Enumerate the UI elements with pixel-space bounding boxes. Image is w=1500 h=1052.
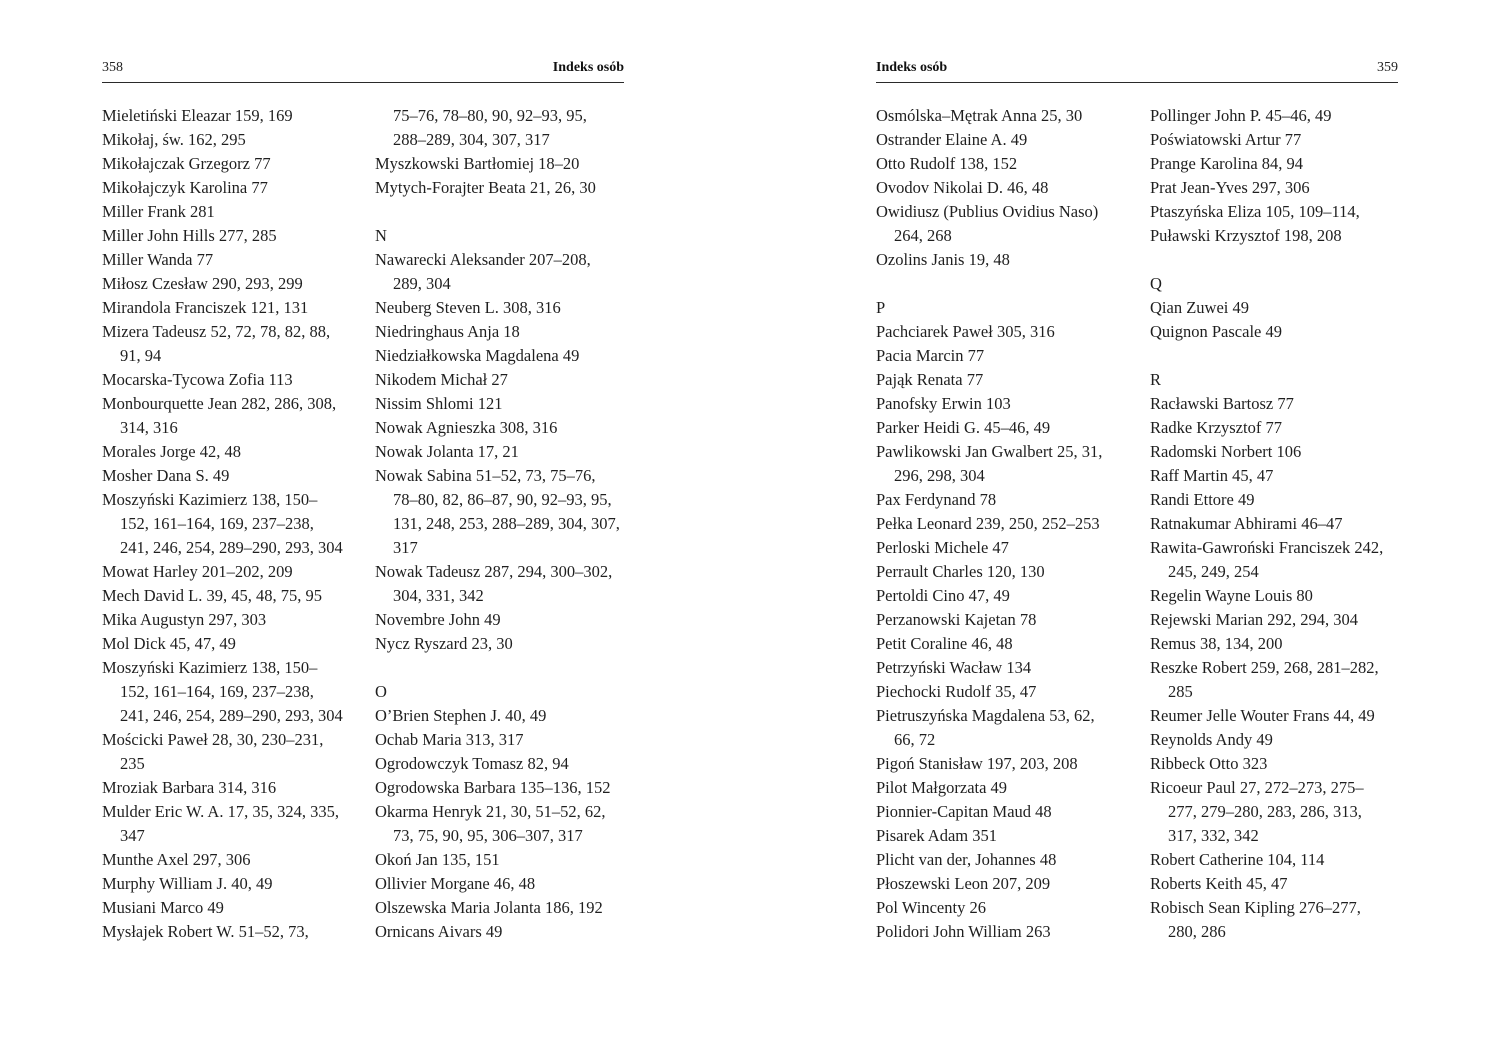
index-entry-continuation: 131, 248, 253, 288–289, 304, 307, xyxy=(393,514,620,533)
index-entry: Nowak Tadeusz 287, 294, 300–302, xyxy=(375,562,613,581)
index-entry: Mocarska-Tycowa Zofia 113 xyxy=(102,370,293,389)
index-entry: Poświatowski Artur 77 xyxy=(1150,130,1302,149)
index-entry: Radke Krzysztof 77 xyxy=(1150,418,1282,437)
index-entry-continuation: 245, 249, 254 xyxy=(1168,562,1259,581)
index-entry: Pająk Renata 77 xyxy=(876,370,984,389)
index-entry-continuation: 264, 268 xyxy=(894,226,952,245)
index-entry-continuation: 152, 161–164, 169, 237–238, xyxy=(120,514,314,533)
index-entry: Ollivier Morgane 46, 48 xyxy=(375,874,536,893)
index-entry: Ogrodowska Barbara 135–136, 152 xyxy=(375,778,611,797)
index-entry: Reszke Robert 259, 268, 281–282, xyxy=(1150,658,1379,677)
index-entry-continuation: 288–289, 304, 307, 317 xyxy=(393,130,550,149)
index-entry: Qian Zuwei 49 xyxy=(1150,298,1249,317)
index-entry-continuation: 304, 331, 342 xyxy=(393,586,484,605)
index-entry: Robert Catherine 104, 114 xyxy=(1150,850,1325,869)
index-entry: Pigoń Stanisław 197, 203, 208 xyxy=(876,754,1078,773)
index-entry: Raff Martin 45, 47 xyxy=(1150,466,1274,485)
index-entry-continuation: 317 xyxy=(393,538,418,557)
index-column xyxy=(1150,104,1400,944)
section-gap xyxy=(1150,248,1400,272)
index-entry: Otto Rudolf 138, 152 xyxy=(876,154,1018,173)
index-entry: Prange Karolina 84, 94 xyxy=(1150,154,1304,173)
index-entry: Mieletiński Eleazar 159, 169 xyxy=(102,106,293,125)
index-entry: Pacia Marcin 77 xyxy=(876,346,985,365)
section-letter-heading: N xyxy=(375,226,387,245)
index-entry: Mroziak Barbara 314, 316 xyxy=(102,778,277,797)
index-entry-continuation: 314, 316 xyxy=(120,418,178,437)
index-entry: Petrzyński Wacław 134 xyxy=(876,658,1032,677)
index-entry: Ozolins Janis 19, 48 xyxy=(876,250,1010,269)
index-entry: Mikołajczak Grzegorz 77 xyxy=(102,154,271,173)
index-entry-continuation: 241, 246, 254, 289–290, 293, 304 xyxy=(120,538,343,557)
index-entry: Owidiusz (Publius Ovidius Naso) xyxy=(876,202,1099,221)
index-entry: Randi Ettore 49 xyxy=(1150,490,1255,509)
section-gap xyxy=(1150,344,1400,368)
index-entry: Reynolds Andy 49 xyxy=(1150,730,1273,749)
index-column xyxy=(375,104,630,944)
index-entry: Niedziałkowska Magdalena 49 xyxy=(375,346,580,365)
index-entry: Ostrander Elaine A. 49 xyxy=(876,130,1028,149)
index-entry: Pionnier-Capitan Maud 48 xyxy=(876,802,1052,821)
index-entry: Ornicans Aivars 49 xyxy=(375,922,503,941)
index-entry-continuation: 152, 161–164, 169, 237–238, xyxy=(120,682,314,701)
index-entry-continuation: 91, 94 xyxy=(120,346,162,365)
index-entry: Polidori John William 263 xyxy=(876,922,1051,941)
index-entry: Racławski Bartosz 77 xyxy=(1150,394,1294,413)
index-entry-continuation: 66, 72 xyxy=(894,730,936,749)
index-entry: Mowat Harley 201–202, 209 xyxy=(102,562,293,581)
index-entry: Robisch Sean Kipling 276–277, xyxy=(1150,898,1361,917)
index-entry: Ratnakumar Abhirami 46–47 xyxy=(1150,514,1343,533)
index-entry: Mika Augustyn 297, 303 xyxy=(102,610,267,629)
index-entry: Mirandola Franciszek 121, 131 xyxy=(102,298,309,317)
index-entry: Perrault Charles 120, 130 xyxy=(876,562,1045,581)
index-entry: Ogrodowczyk Tomasz 82, 94 xyxy=(375,754,569,773)
index-entry-continuation: 235 xyxy=(120,754,145,773)
running-head-right xyxy=(876,58,1398,83)
index-entry: Perzanowski Kajetan 78 xyxy=(876,610,1037,629)
index-entry: Petit Coraline 46, 48 xyxy=(876,634,1013,653)
running-head-title-left: Indeks osób xyxy=(552,60,624,75)
section-letter-heading: Q xyxy=(1150,274,1162,293)
index-entry: Pisarek Adam 351 xyxy=(876,826,997,845)
index-entry: Puławski Krzysztof 198, 208 xyxy=(1150,226,1342,245)
section-letter-heading: P xyxy=(876,298,886,317)
index-entry: Mol Dick 45, 47, 49 xyxy=(102,634,236,653)
index-entry: Myszkowski Bartłomiej 18–20 xyxy=(375,154,580,173)
index-entry: Reumer Jelle Wouter Frans 44, 49 xyxy=(1150,706,1375,725)
section-gap xyxy=(375,200,630,224)
index-entry: Pełka Leonard 239, 250, 252–253 xyxy=(876,514,1100,533)
index-entry: Mikołaj, św. 162, 295 xyxy=(102,130,246,149)
running-head-left xyxy=(102,58,624,83)
index-column xyxy=(876,104,1144,944)
index-entry: Pol Wincenty 26 xyxy=(876,898,986,917)
index-entry: Pachciarek Paweł 305, 316 xyxy=(876,322,1055,341)
index-entry: Roberts Keith 45, 47 xyxy=(1150,874,1288,893)
index-entry: Pollinger John P. 45–46, 49 xyxy=(1150,106,1332,125)
index-entry: Neuberg Steven L. 308, 316 xyxy=(375,298,561,317)
index-entry-continuation: 296, 298, 304 xyxy=(894,466,985,485)
index-entry-continuation: 78–80, 82, 86–87, 90, 92–93, 95, xyxy=(393,490,612,509)
section-gap xyxy=(876,272,1144,296)
index-entry: Plicht van der, Johannes 48 xyxy=(876,850,1057,869)
index-entry: Ribbeck Otto 323 xyxy=(1150,754,1268,773)
index-entry-continuation: 285 xyxy=(1168,682,1193,701)
index-entry: Pilot Małgorzata 49 xyxy=(876,778,1008,797)
index-entry: Miller Wanda 77 xyxy=(102,250,214,269)
index-entry: Niedringhaus Anja 18 xyxy=(375,322,520,341)
index-entry: Quignon Pascale 49 xyxy=(1150,322,1282,341)
index-entry: Okarma Henryk 21, 30, 51–52, 62, xyxy=(375,802,606,821)
index-entry: Remus 38, 134, 200 xyxy=(1150,634,1283,653)
index-entry: Monbourquette Jean 282, 286, 308, xyxy=(102,394,337,413)
index-entry: Panofsky Erwin 103 xyxy=(876,394,1011,413)
index-entry-continuation: 277, 279–280, 283, 286, 313, xyxy=(1168,802,1362,821)
index-entry: Nowak Jolanta 17, 21 xyxy=(375,442,519,461)
index-entry: Ovodov Nikolai D. 46, 48 xyxy=(876,178,1049,197)
index-entry: Radomski Norbert 106 xyxy=(1150,442,1302,461)
section-letter-heading: O xyxy=(375,682,387,701)
index-entry: Mikołajczyk Karolina 77 xyxy=(102,178,268,197)
index-entry: Nawarecki Aleksander 207–208, xyxy=(375,250,591,269)
index-entry-continuation: 317, 332, 342 xyxy=(1168,826,1259,845)
index-entry: Nycz Ryszard 23, 30 xyxy=(375,634,513,653)
index-entry: Prat Jean-Yves 297, 306 xyxy=(1150,178,1310,197)
index-entry: Mizera Tadeusz 52, 72, 78, 82, 88, xyxy=(102,322,331,341)
index-entry: Moszyński Kazimierz 138, 150– xyxy=(102,490,318,509)
index-entry: Rawita-Gawroński Franciszek 242, xyxy=(1150,538,1384,557)
index-entry: Rejewski Marian 292, 294, 304 xyxy=(1150,610,1359,629)
index-entry: Mosher Dana S. 49 xyxy=(102,466,230,485)
index-entry: Nowak Sabina 51–52, 73, 75–76, xyxy=(375,466,596,485)
index-entry: Moszyński Kazimierz 138, 150– xyxy=(102,658,318,677)
index-entry: Musiani Marco 49 xyxy=(102,898,224,917)
index-entry: Novembre John 49 xyxy=(375,610,501,629)
index-entry: Nowak Agnieszka 308, 316 xyxy=(375,418,558,437)
index-entry: Pertoldi Cino 47, 49 xyxy=(876,586,1010,605)
index-entry: Miłosz Czesław 290, 293, 299 xyxy=(102,274,303,293)
index-entry: O’Brien Stephen J. 40, 49 xyxy=(375,706,547,725)
index-entry: Morales Jorge 42, 48 xyxy=(102,442,242,461)
left-page xyxy=(102,0,624,1052)
index-entry: Murphy William J. 40, 49 xyxy=(102,874,273,893)
section-letter-heading: R xyxy=(1150,370,1162,389)
index-entry: Pietruszyńska Magdalena 53, 62, xyxy=(876,706,1095,725)
section-gap xyxy=(375,656,630,680)
index-entry: Nissim Shlomi 121 xyxy=(375,394,503,413)
page-number-right: 359 xyxy=(1377,60,1398,75)
index-entry: Mech David L. 39, 45, 48, 75, 95 xyxy=(102,586,322,605)
index-entry: Pawlikowski Jan Gwalbert 25, 31, xyxy=(876,442,1103,461)
index-entry: Regelin Wayne Louis 80 xyxy=(1150,586,1313,605)
index-entry: Osmólska–Mętrak Anna 25, 30 xyxy=(876,106,1083,125)
index-entry: Nikodem Michał 27 xyxy=(375,370,508,389)
running-head-title-right: Indeks osób xyxy=(876,60,948,75)
index-entry: Ptaszyńska Eliza 105, 109–114, xyxy=(1150,202,1360,221)
index-entry-continuation: 73, 75, 90, 95, 306–307, 317 xyxy=(393,826,583,845)
index-entry: Okoń Jan 135, 151 xyxy=(375,850,500,869)
index-entry: Mysłajek Robert W. 51–52, 73, xyxy=(102,922,309,941)
page-number-left: 358 xyxy=(102,60,123,75)
index-column xyxy=(102,104,367,944)
right-page xyxy=(876,0,1398,1052)
index-entry: Parker Heidi G. 45–46, 49 xyxy=(876,418,1051,437)
index-entry: Olszewska Maria Jolanta 186, 192 xyxy=(375,898,603,917)
index-entry: Mościcki Paweł 28, 30, 230–231, xyxy=(102,730,324,749)
index-entry: Mulder Eric W. A. 17, 35, 324, 335, xyxy=(102,802,339,821)
index-entry: Munthe Axel 297, 306 xyxy=(102,850,251,869)
index-entry: Ricoeur Paul 27, 272–273, 275– xyxy=(1150,778,1364,797)
index-entry: Miller John Hills 277, 285 xyxy=(102,226,277,245)
index-entry: Pax Ferdynand 78 xyxy=(876,490,997,509)
index-entry: Piechocki Rudolf 35, 47 xyxy=(876,682,1037,701)
index-entry: Miller Frank 281 xyxy=(102,202,215,221)
index-entry-continuation: 241, 246, 254, 289–290, 293, 304 xyxy=(120,706,343,725)
index-entry: Płoszewski Leon 207, 209 xyxy=(876,874,1051,893)
index-entry: Perloski Michele 47 xyxy=(876,538,1009,557)
index-entry-continuation: 347 xyxy=(120,826,145,845)
index-entry-continuation: 289, 304 xyxy=(393,274,451,293)
index-entry-continuation: 75–76, 78–80, 90, 92–93, 95, xyxy=(393,106,587,125)
index-entry: Ochab Maria 313, 317 xyxy=(375,730,524,749)
index-entry: Mytych-Forajter Beata 21, 26, 30 xyxy=(375,178,596,197)
index-entry-continuation: 280, 286 xyxy=(1168,922,1226,941)
